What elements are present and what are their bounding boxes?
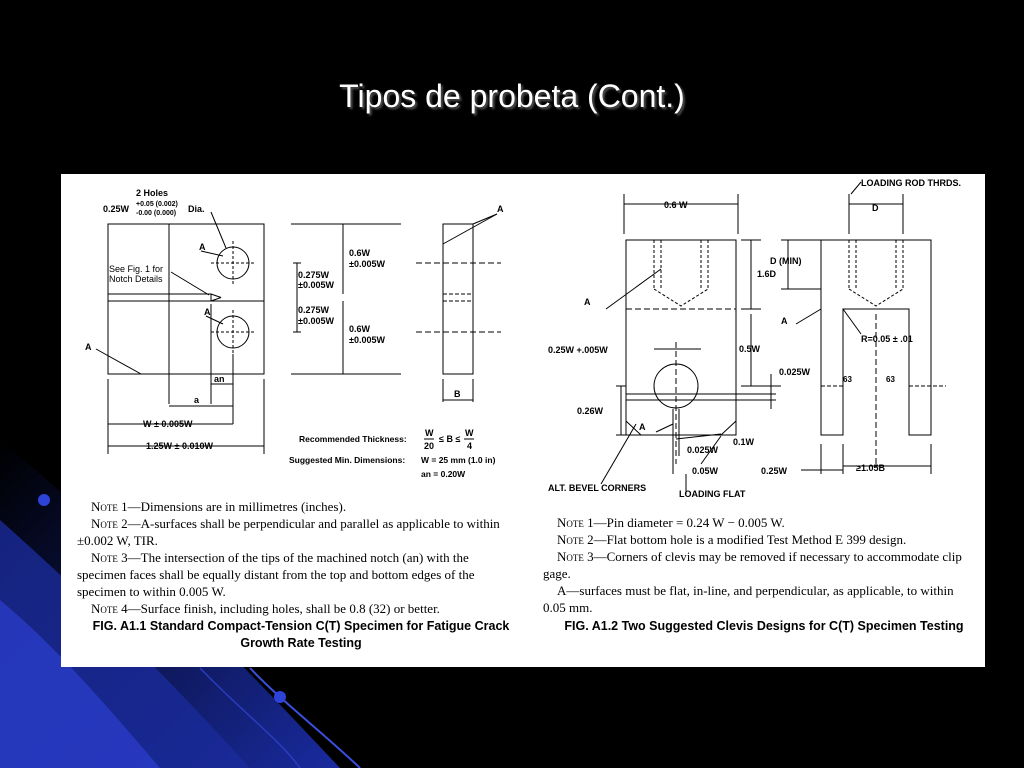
fig1-note4-key: Note bbox=[91, 601, 118, 616]
figure-panel bbox=[61, 174, 985, 667]
thickness-b-label: B bbox=[454, 389, 461, 399]
hole-dim-base: 0.25W bbox=[103, 204, 130, 214]
fig1-note2-key: Note bbox=[91, 516, 118, 531]
dim-0275w-top: 0.275W bbox=[298, 270, 330, 280]
hole-tol-minus: -0.00 (0.000) bbox=[136, 210, 177, 217]
fig1-note3: 3—The intersection of the tips of the machined notch (an) with the specimen faces shall be equally distant from the top and bottom edges of the specimen to within 0.005 W. bbox=[77, 550, 475, 599]
dim-105b: ≥1.05B bbox=[856, 463, 885, 473]
alt-bevel-corners-label: ALT. BEVEL CORNERS bbox=[548, 483, 647, 493]
fig2-note2-key: Note bbox=[557, 532, 584, 547]
fig1-note1-key: Note bbox=[91, 499, 118, 514]
angle-63-left: 63 bbox=[843, 375, 852, 384]
fig2-notes bbox=[543, 514, 977, 616]
thickness-w1: W bbox=[425, 428, 434, 438]
fig2-note2: 2—Flat bottom hole is a modified Test Method E 399 design. bbox=[583, 532, 907, 547]
fig1-caption: FIG. A1.1 Standard Compact-Tension C(T) Specimen for Fatigue Crack Growth Rate Testing bbox=[92, 619, 510, 650]
loading-flat-label: LOADING FLAT bbox=[679, 489, 746, 499]
thickness-w2: W bbox=[465, 428, 474, 438]
clevis-design-2-drawing bbox=[781, 182, 946, 474]
dim-06w-top-tol: ±0.005W bbox=[349, 259, 385, 269]
fig2-caption: FIG. A1.2 Two Suggested Clevis Designs for C(T) Specimen Testing bbox=[564, 619, 964, 633]
fig2-note3: 3—Corners of clevis may be removed if necessary to accommodate clip gage. bbox=[543, 549, 962, 581]
total-width-dimension: 1.25W ± 0.010W bbox=[146, 441, 213, 451]
crack-a-label: a bbox=[194, 395, 200, 405]
dim-0275w-bottom: 0.275W bbox=[298, 305, 330, 315]
a-surface-clevis-left: A bbox=[584, 297, 591, 307]
dim-0025w: 0.025W bbox=[779, 367, 811, 377]
recommended-thickness-label: Recommended Thickness: bbox=[299, 434, 407, 444]
dim-026w: 0.26W bbox=[577, 406, 604, 416]
suggested-min-dimensions-label: Suggested Min. Dimensions: bbox=[289, 455, 406, 465]
radius-dimension: R=0.05 ± .01 bbox=[861, 334, 913, 344]
a-surface-label-4: A bbox=[497, 204, 504, 214]
loading-rod-threads-label: LOADING ROD THRDS. bbox=[861, 178, 961, 188]
angle-63-right: 63 bbox=[886, 375, 895, 384]
dim-0025w-bottom: 0.025W bbox=[687, 445, 719, 455]
dim-06w-bottom: 0.6W bbox=[349, 324, 371, 334]
fig2-note1-key: Note bbox=[557, 515, 584, 530]
fig2-a-note: A—surfaces must be flat, in-line, and perpendicular, as applicable, to within 0.05 mm. bbox=[543, 583, 954, 615]
a-surface-label-1: A bbox=[199, 242, 206, 252]
thickness-relation: ≤ B ≤ bbox=[439, 434, 461, 444]
hole-tol-plus: +0.05 (0.002) bbox=[136, 201, 178, 208]
dim-01w: 0.1W bbox=[733, 437, 755, 447]
min-an-value: an = 0.20W bbox=[421, 469, 466, 479]
min-w-value: W = 25 mm (1.0 in) bbox=[421, 455, 496, 465]
dim-16d: 1.6D bbox=[757, 269, 777, 279]
notch-an-label: an bbox=[214, 374, 225, 384]
thickness-d2: 4 bbox=[467, 441, 473, 451]
fig1-note3-key: Note bbox=[91, 550, 118, 565]
see-fig-1-label: See Fig. 1 for bbox=[109, 264, 164, 274]
thickness-d1: 20 bbox=[424, 441, 435, 451]
a-surface-clevis-right: A bbox=[781, 316, 788, 326]
a-surface-clevis-bottom: A bbox=[639, 422, 646, 432]
ct-specimen-drawing bbox=[96, 212, 501, 454]
dim-005w: 0.05W bbox=[692, 466, 719, 476]
hole-dia-label: Dia. bbox=[188, 204, 205, 214]
fig1-note1: 1—Dimensions are in millimetres (inches). bbox=[117, 499, 347, 514]
d-label: D bbox=[872, 203, 879, 213]
dim-0275w-top-tol: ±0.005W bbox=[298, 280, 334, 290]
a-surface-label-3: A bbox=[85, 342, 92, 352]
holes-label: 2 Holes bbox=[136, 188, 169, 198]
dim-05w: 0.5W bbox=[739, 344, 761, 354]
fig1-note4: 4—Surface finish, including holes, shall be 0.8 (32) or better. bbox=[117, 601, 440, 616]
dim-025w: 0.25W bbox=[761, 466, 788, 476]
slide-title: Tipos de probeta (Cont.) bbox=[339, 78, 685, 114]
fig1-notes bbox=[77, 498, 515, 617]
dim-06w-top: 0.6W bbox=[349, 248, 371, 258]
d-min-label: D (MIN) bbox=[770, 256, 802, 266]
fig1-note2: 2—A-surfaces shall be perpendicular and parallel as applicable to within ±0.002 W, TIR. bbox=[77, 516, 500, 548]
dim-06w-bottom-tol: ±0.005W bbox=[349, 335, 385, 345]
a-surface-label-2: A bbox=[204, 307, 211, 317]
fig2-note3-key: Note bbox=[557, 549, 584, 564]
fig2-note1: 1—Pin diameter = 0.24 W − 0.005 W. bbox=[583, 515, 785, 530]
notch-details-label: Notch Details bbox=[109, 274, 163, 284]
dim-0275w-bottom-tol: ±0.005W bbox=[298, 316, 334, 326]
w-dimension: W ± 0.005W bbox=[143, 419, 193, 429]
dim-025w-005w: 0.25W +.005W bbox=[548, 345, 608, 355]
dim-06w-clevis: 0.6 W bbox=[664, 200, 688, 210]
